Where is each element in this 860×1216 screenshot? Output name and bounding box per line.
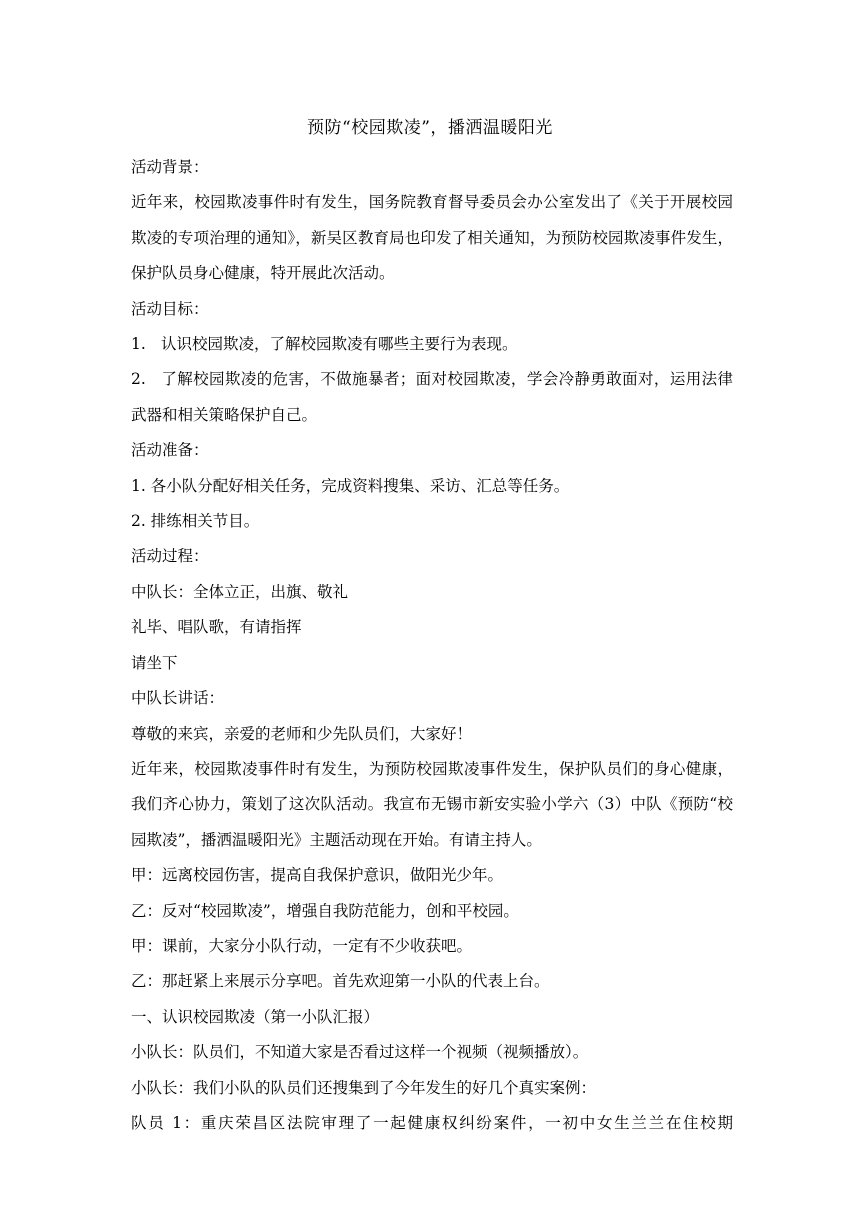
paragraph: 中队长：全体立正，出旗、敬礼	[131, 582, 349, 601]
section-heading-goals: 活动目标：	[131, 299, 209, 318]
goal-item-2-text: 了解校园欺凌的危害，不做施暴者；面对校园欺凌，学会冷静勇敢面对，运用法律武器和相关策略保护自己。	[131, 370, 733, 424]
paragraph: 甲：课前，大家分小队行动，一定有不少收获吧。	[131, 936, 473, 955]
goal-item-2-number: 2.	[131, 370, 146, 389]
paragraph: 乙：那赶紧上来展示分享吧。首先欢迎第一小队的代表上台。	[131, 972, 550, 991]
paragraph: 近年来，校园欺凌事件时有发生，为预防校园欺凌事件发生，保护队员们的身心健康，我们齐心协力，策划了这次队活动。我宣布无锡市新安实验小学六（3）中队《预防“校园欺凌”，播洒温暖阳光》主题活动现在开始。有请主持人。	[131, 759, 733, 849]
section-heading-preparation: 活动准备：	[131, 441, 209, 460]
goal-item-2	[131, 362, 733, 433]
goal-item-1-text: 认识校园欺凌，了解校园欺凌有哪些主要行为表现。	[161, 335, 518, 354]
section-heading-process: 活动过程：	[131, 547, 209, 566]
paragraph: 小队长：我们小队的队员们还搜集到了今年发生的好几个真实案例：	[131, 1078, 597, 1097]
preparation-item-2: 2. 排练相关节目。	[131, 512, 260, 531]
preparation-item-1: 1. 各小队分配好相关任务，完成资料搜集、采访、汇总等任务。	[131, 476, 570, 495]
paragraph: 请坐下	[131, 653, 178, 672]
paragraph: 乙：反对“校园欺凌”，增强自我防范能力，创和平校园。	[131, 901, 519, 920]
document-title: 预防“校园欺凌”，播洒温暖阳光	[307, 118, 553, 138]
paragraph: 甲：远离校园伤害，提高自我保护意识，做阳光少年。	[131, 866, 504, 885]
paragraph: 礼毕、唱队歌，有请指挥	[131, 618, 302, 637]
section-heading-part-1: 一、认识校园欺凌（第一小队汇报）	[131, 1007, 380, 1026]
paragraph-background: 近年来，校园欺凌事件时有发生，国务院教育督导委员会办公室发出了《关于开展校园欺凌的专项治理的通知》，新吴区教育局也印发了相关通知，为预防校园欺凌事件发生，保护队员身心健康，特开展此次活动。	[131, 193, 733, 283]
goal-item-1-number: 1.	[131, 335, 146, 354]
paragraph: 队员 1：重庆荣昌区法院审理了一起健康权纠纷案件，一初中女生兰兰在住校期	[131, 1113, 733, 1132]
document-body	[131, 150, 733, 1141]
paragraph: 尊敬的来宾，亲爱的老师和少先队员们，大家好！	[131, 724, 473, 743]
section-heading-background: 活动背景：	[131, 158, 209, 176]
paragraph: 小队长：队员们，不知道大家是否看过这样一个视频（视频播放）。	[131, 1043, 589, 1062]
paragraph: 中队长讲话：	[131, 689, 225, 708]
goal-item-1	[131, 327, 733, 362]
